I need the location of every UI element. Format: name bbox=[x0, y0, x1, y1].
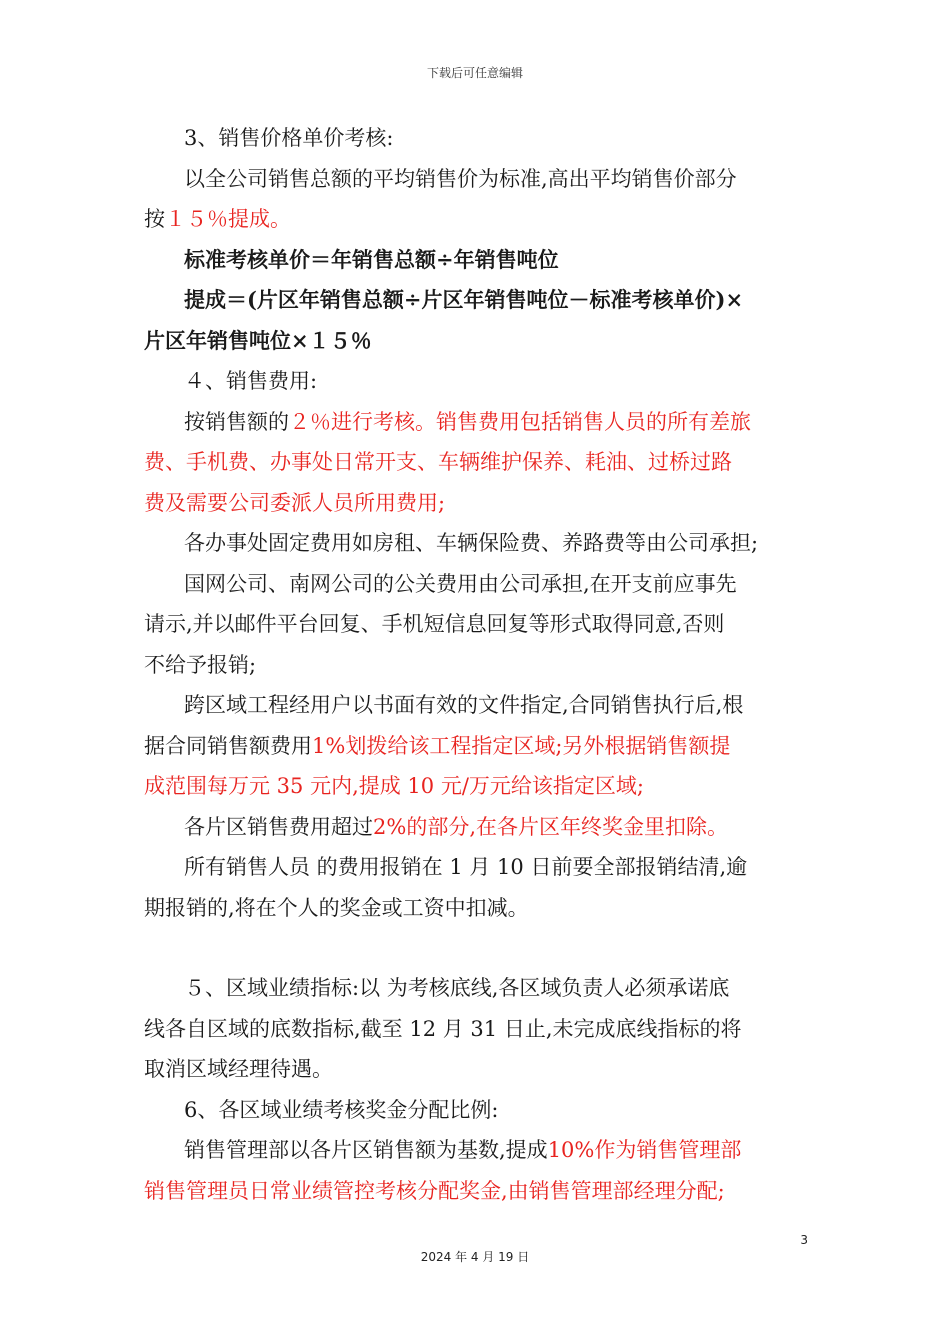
page-number: 3 bbox=[800, 1233, 808, 1247]
text-line bbox=[144, 968, 824, 1009]
body-text: 国网公司、南网公司的公关费用由公司承担,在开支前应事先 bbox=[184, 571, 737, 596]
highlight-text: 费及需要公司委派人员所用费用; bbox=[144, 490, 446, 515]
text-line bbox=[144, 1130, 824, 1171]
text-line bbox=[144, 118, 824, 159]
text-line bbox=[144, 483, 824, 524]
body-text: 按销售额的 bbox=[184, 409, 289, 434]
body-text: 标准考核单价＝年销售总额÷年销售吨位 bbox=[184, 246, 559, 272]
highlight-text: 费、手机费、办事处日常开支、车辆维护保养、耗油、过桥过路 bbox=[144, 450, 732, 474]
text-line bbox=[144, 604, 824, 645]
body-text: 按 bbox=[144, 207, 165, 231]
text-line bbox=[144, 685, 824, 726]
highlight-text: １５％提成。 bbox=[165, 207, 291, 231]
body-text: 各片区销售费用超过 bbox=[184, 814, 373, 839]
text-line bbox=[144, 402, 824, 443]
text-line bbox=[144, 523, 824, 564]
highlight-text: ２％进行考核。销售费用包括销售人员的所有差旅 bbox=[289, 409, 751, 434]
body-text: 请示,并以邮件平台回复、手机短信息回复等形式取得同意,否则 bbox=[144, 612, 725, 636]
text-line bbox=[144, 1049, 824, 1090]
highlight-text: 10%作为销售管理部 bbox=[547, 1138, 742, 1162]
highlight-text: 2%的部分,在各片区年终奖金里扣除。 bbox=[373, 814, 728, 839]
body-text: 各办事处固定费用如房租、车辆保险费、养路费等由公司承担; bbox=[184, 531, 759, 555]
text-line bbox=[144, 280, 824, 321]
text-line bbox=[144, 361, 824, 402]
body-text: 提成＝(片区年销售总额÷片区年销售吨位－标准考核单价)× bbox=[184, 287, 744, 312]
body-text: 以全公司销售总额的平均销售价为标准,高出平均销售价部分 bbox=[184, 166, 737, 191]
text-line bbox=[144, 442, 824, 483]
paragraph-gap bbox=[144, 928, 824, 968]
text-line bbox=[144, 321, 824, 362]
text-line bbox=[144, 726, 824, 767]
text-line bbox=[144, 645, 824, 686]
page-footer-date: 2024 年 4 月 19 日 bbox=[420, 1250, 530, 1264]
body-text: 线各自区域的底数指标,截至 12 月 31 日止,未完成底线指标的将 bbox=[144, 1016, 742, 1041]
body-text: 跨区域工程经用户以书面有效的文件指定,合同销售执行后,根 bbox=[184, 693, 744, 717]
text-line bbox=[144, 888, 824, 929]
body-text: ４、销售费用: bbox=[184, 369, 318, 393]
highlight-text: 成范围每万元 35 元内,提成 10 元/万元给该指定区域; bbox=[144, 774, 644, 798]
body-text: 据合同销售额费用 bbox=[144, 733, 312, 758]
body-text: ５、区域业绩指标:以 为考核底线,各区域负责人必须承诺底 bbox=[184, 976, 730, 1000]
body-text: 取消区域经理待遇。 bbox=[144, 1057, 333, 1081]
text-line bbox=[144, 564, 824, 605]
highlight-text: 销售管理员日常业绩管控考核分配奖金,由销售管理部经理分配; bbox=[144, 1178, 725, 1203]
body-text: 3、销售价格单价考核: bbox=[184, 126, 394, 150]
highlight-text: 1%划拨给该工程指定区域;另外根据销售额提 bbox=[312, 733, 731, 758]
body-text: 所有销售人员 的费用报销在 1 月 10 日前要全部报销结清,逾 bbox=[184, 855, 748, 879]
body-text: 期报销的,将在个人的奖金或工资中扣减。 bbox=[144, 895, 529, 920]
page-header: 下载后可任意编辑 bbox=[426, 66, 523, 80]
text-line bbox=[144, 807, 824, 848]
text-line bbox=[144, 199, 824, 240]
body-text: 片区年销售吨位×１５％ bbox=[144, 327, 372, 353]
text-line bbox=[144, 1171, 824, 1212]
body-text: 不给予报销; bbox=[144, 652, 257, 677]
text-line bbox=[144, 847, 824, 888]
text-line bbox=[144, 159, 824, 200]
text-line bbox=[144, 766, 824, 807]
text-line bbox=[144, 1090, 824, 1131]
body-text: 6、各区域业绩考核奖金分配比例: bbox=[184, 1097, 499, 1122]
document-body bbox=[144, 118, 824, 1211]
text-line bbox=[144, 240, 824, 281]
body-text: 销售管理部以各片区销售额为基数,提成 bbox=[184, 1138, 548, 1162]
text-line bbox=[144, 1009, 824, 1050]
